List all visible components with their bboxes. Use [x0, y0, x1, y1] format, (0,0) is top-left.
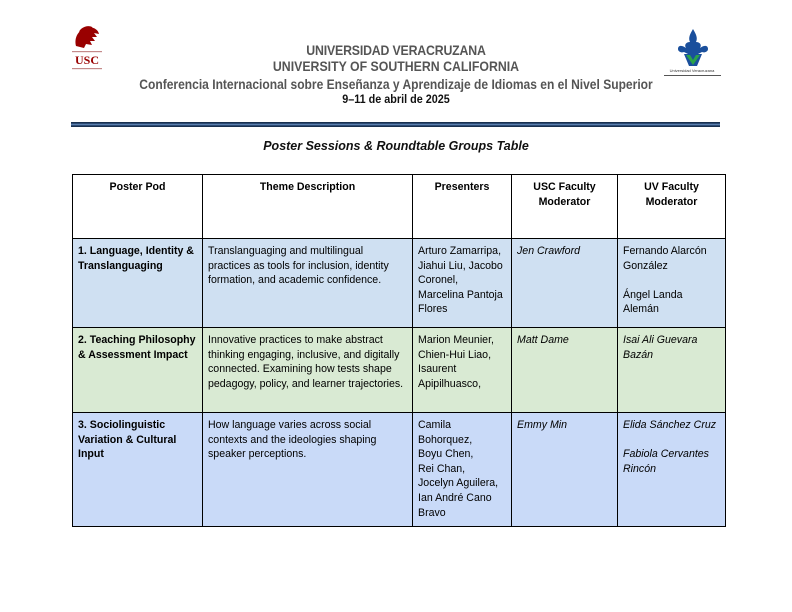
header-divider — [71, 122, 720, 127]
table-header-row — [73, 175, 726, 239]
poster-pod-cell: 3. Sociolinguistic Variation & Cultural Input — [73, 413, 203, 527]
header-presenters: Presenters — [413, 175, 512, 239]
presenter-line: Bohorquez, — [418, 433, 473, 446]
presenter-line: Marcelina Pantoja — [418, 288, 503, 301]
presenter-line: Chien-Hui Liao, — [418, 348, 492, 361]
table-row — [73, 239, 726, 328]
header-poster-pod: Poster Pod — [73, 175, 203, 239]
header-usc-moderator-line1: USC Faculty — [533, 181, 596, 193]
presenter-line: Boyu Chen, — [418, 448, 474, 461]
presenters-cell — [413, 413, 512, 527]
presenter-line: Flores — [418, 303, 448, 316]
presenters-cell — [413, 328, 512, 413]
uv-moderator-cell — [618, 239, 726, 328]
poster-pod-cell: 2. Teaching Philosophy & Assessment Impact — [73, 328, 203, 413]
uv-moderator-name: Fabiola Cervantes Rincón — [623, 448, 709, 475]
presenter-line: Coronel, — [418, 274, 459, 287]
presenter-line: Jocelyn Aguilera, — [418, 477, 499, 490]
conference-title: Conferencia Internacional sobre Enseñanza y Aprendizaje de Idiomas en el Nivel Superior — [139, 76, 653, 92]
table-row — [73, 413, 726, 527]
presenter-line: Camila — [418, 419, 451, 431]
uv-moderator-cell — [618, 413, 726, 527]
table-title: Poster Sessions & Roundtable Groups Table — [263, 139, 529, 153]
theme-cell: Innovative practices to make abstract thinking engaging, inclusive, and digitally connected. Examining how tests shape pedagogy, policy, and learner trajectories. — [203, 328, 413, 413]
uv-moderator-cell — [618, 328, 726, 413]
svg-text:USC: USC — [74, 53, 100, 67]
usc-moderator-cell: Emmy Min — [512, 413, 618, 527]
uv-logo-caption: Universidad Veracruzana — [669, 68, 715, 73]
header-theme-description: Theme Description — [203, 175, 413, 239]
header-uv-moderator — [618, 175, 726, 239]
presenter-line: Rei Chan, — [418, 462, 466, 475]
presenter-line: Marion Meunier, — [418, 334, 494, 346]
presenter-line: Isaurent — [418, 363, 457, 376]
presenter-line: Apipilhuasco, — [418, 377, 482, 390]
header-uv-moderator-line1: UV Faculty — [644, 181, 699, 193]
header-uv-moderator-line2: Moderator — [645, 195, 698, 208]
theme-cell: How language varies across social contexts and the ideologies shaping speaker perceptions. — [203, 413, 413, 527]
usc-moderator-cell: Jen Crawford — [512, 239, 618, 328]
presenter-line: Jiahui Liu, Jacobo — [418, 259, 503, 272]
uv-moderator-name: Ángel Landa Alemán — [623, 288, 683, 316]
presenter-line: Arturo Zamarripa, — [418, 245, 502, 257]
uv-moderator-name: Isai Ali Guevara Bazán — [623, 334, 698, 361]
usc-moderator-cell: Matt Dame — [512, 328, 618, 413]
header-usc-moderator — [512, 175, 618, 239]
poster-pod-cell: 1. Language, Identity & Translanguaging — [73, 239, 203, 328]
presenter-line: Ian André Cano — [418, 491, 492, 504]
conference-dates: 9–11 de abril de 2025 — [342, 92, 450, 106]
poster-sessions-table — [72, 174, 726, 527]
presenters-cell — [413, 239, 512, 328]
presenter-line: Bravo — [418, 506, 446, 519]
header-usc-moderator-line2: Moderator — [538, 195, 591, 208]
header-line-usc: UNIVERSITY OF SOUTHERN CALIFORNIA — [272, 58, 520, 74]
uv-moderator-name: Fernando Alarcón González — [623, 245, 707, 272]
header-line-uv: UNIVERSIDAD VERACRUZANA — [306, 42, 486, 58]
uv-moderator-name: Elida Sánchez Cruz — [623, 419, 717, 431]
theme-cell: Translanguaging and multilingual practices as tools for inclusion, identity formation, and academic confidence. — [203, 239, 413, 328]
table-row — [73, 328, 726, 413]
